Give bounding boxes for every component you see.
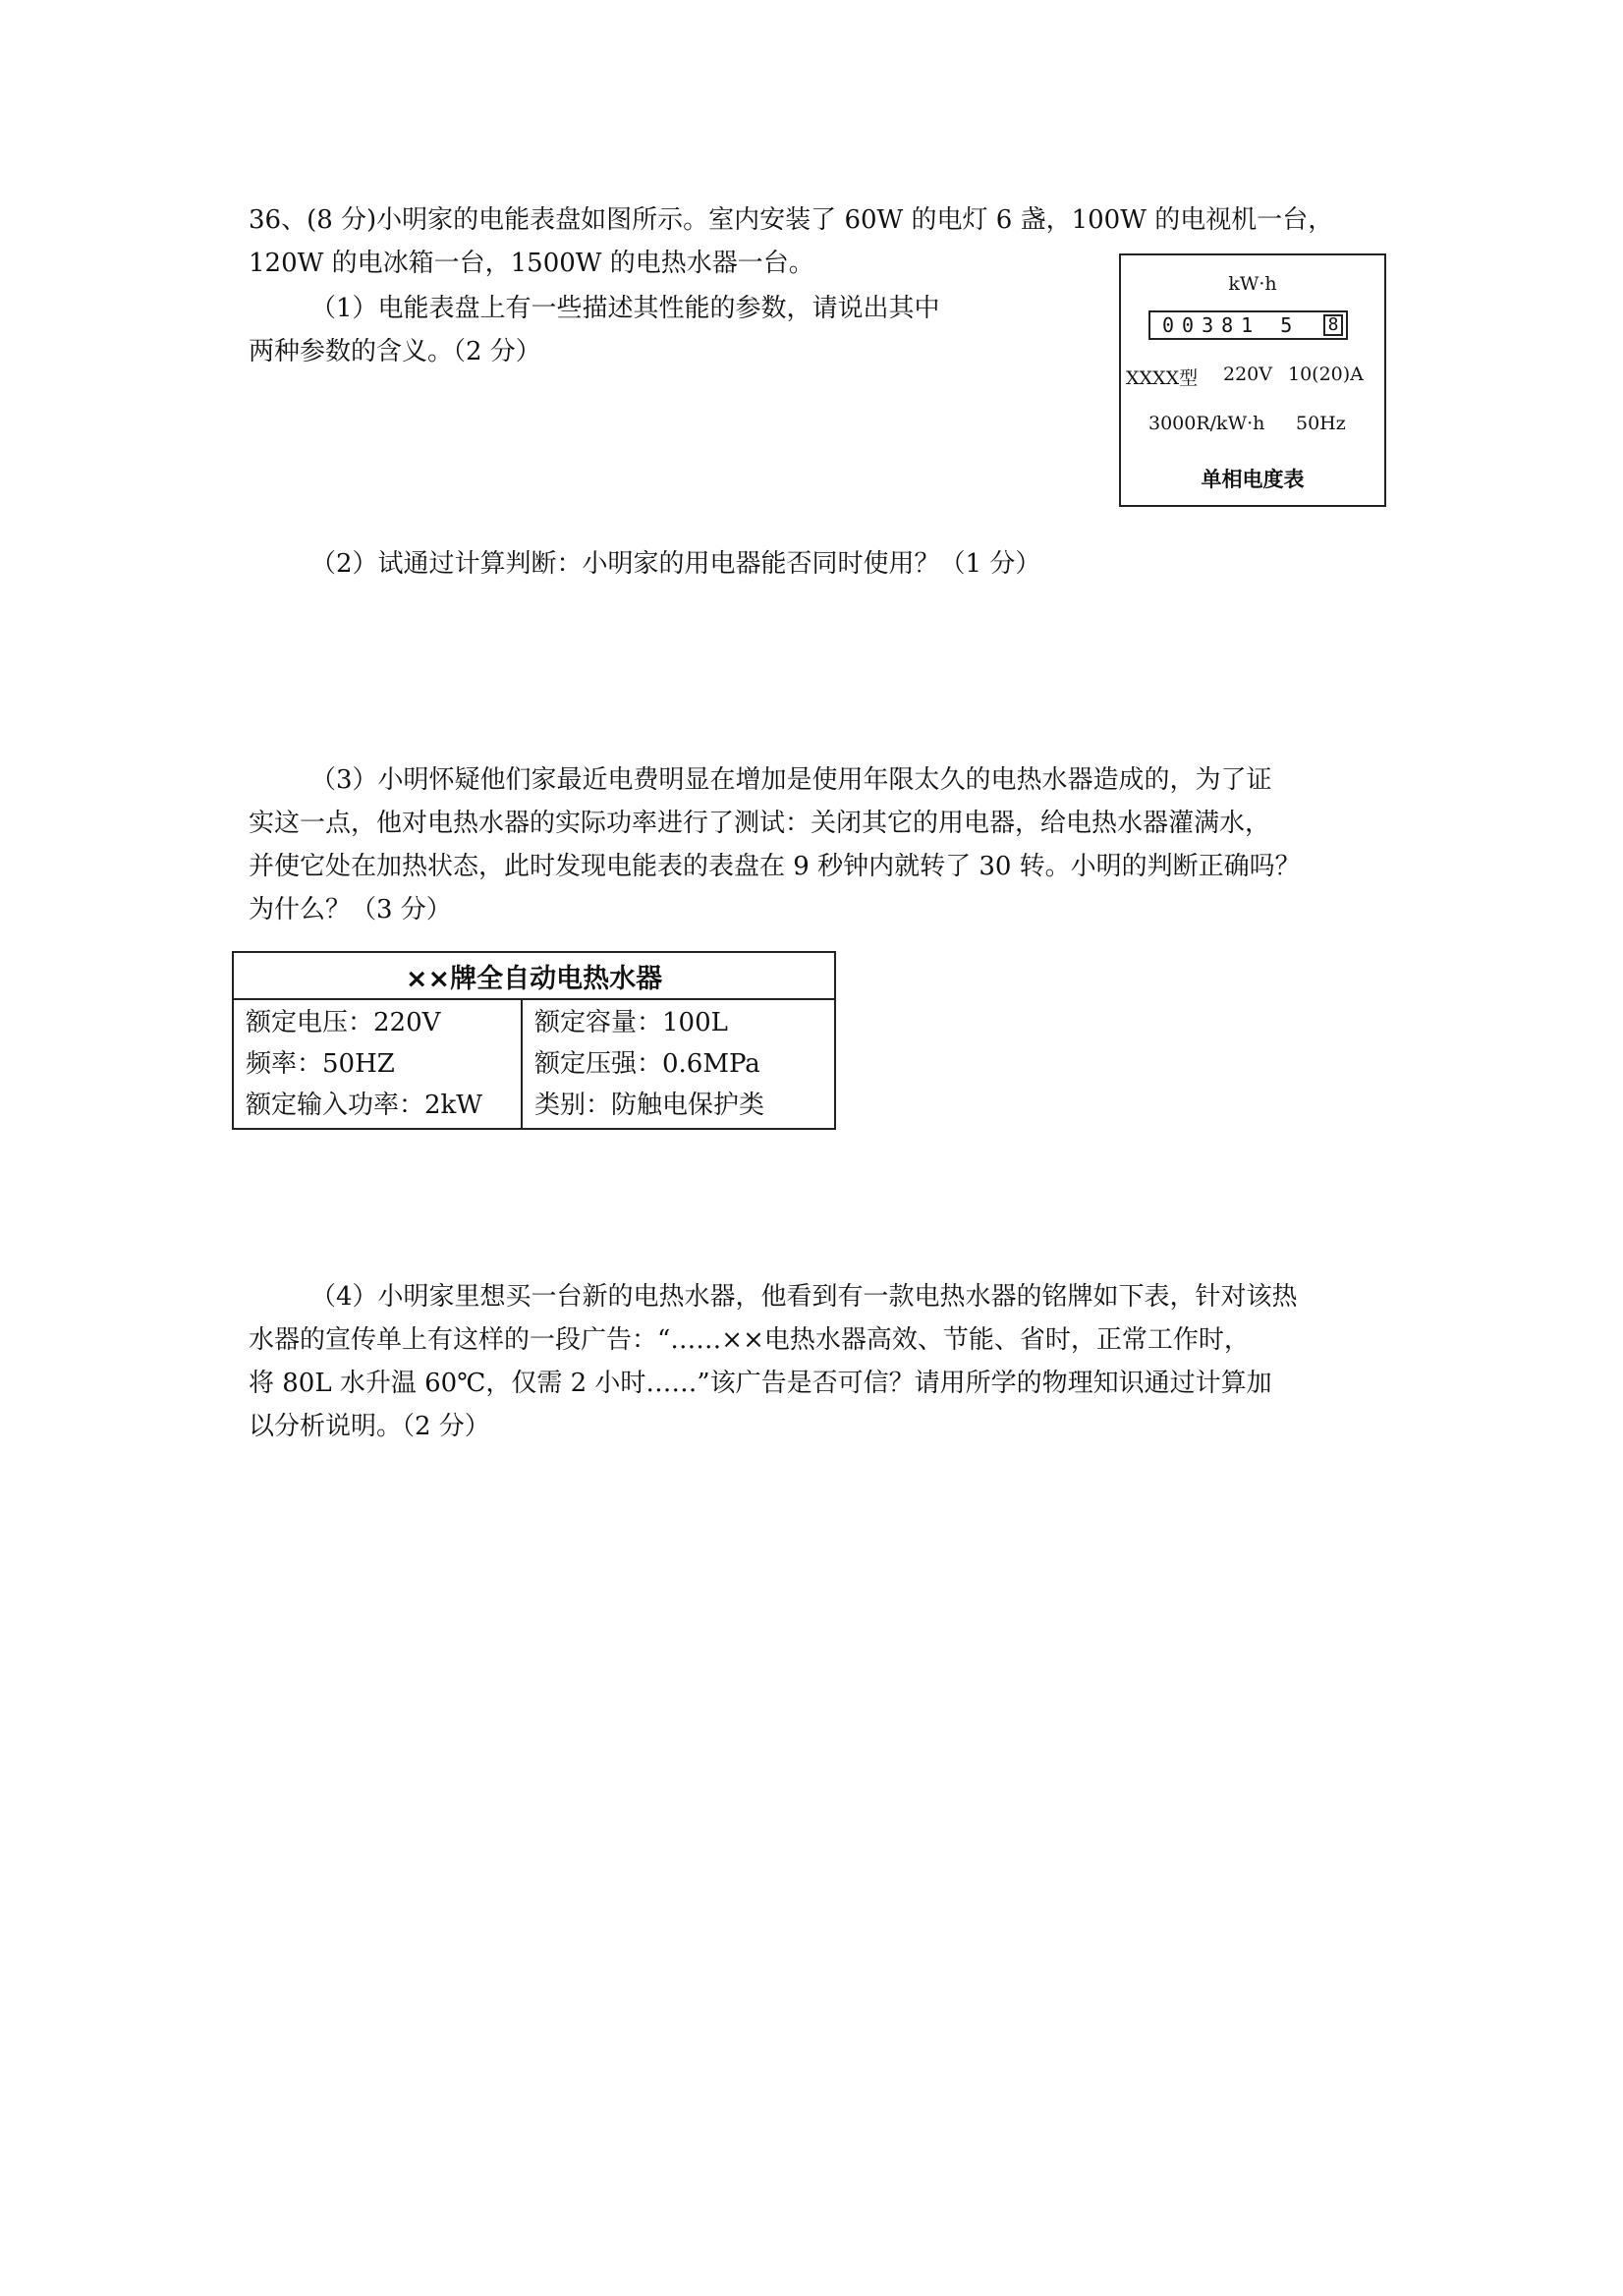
nameplate-rated-pressure: 额定压强：0.6MPa <box>534 1049 760 1079</box>
part4-line3: 将 80L 水升温 60℃，仅需 2 小时……”该广告是否可信？请用所学的物理知识通过计算加 <box>249 1369 1272 1398</box>
nameplate-rated-power: 额定输入功率：2kW <box>246 1091 483 1120</box>
meter-model: XXXX型 <box>1126 367 1199 389</box>
part3-line4: 为什么？（3 分） <box>249 895 452 924</box>
part1-line1: （1）电能表盘上有一些描述其性能的参数，请说出其中 <box>310 294 940 323</box>
nameplate-category: 类别：防触电保护类 <box>534 1091 765 1120</box>
meter-current: 10(20)A <box>1288 364 1364 385</box>
meter-unit-label: kW·h <box>1228 273 1277 295</box>
meter-revolutions: 3000R/kW·h <box>1148 413 1265 434</box>
part4-line1: （4）小明家里想买一台新的电热水器，他看到有一款电热水器的铭牌如下表，针对该热 <box>310 1282 1298 1312</box>
meter-frequency: 50Hz <box>1296 413 1346 434</box>
nameplate-frequency: 频率：50HZ <box>246 1049 395 1079</box>
part3-line1: （3）小明怀疑他们家最近电费明显在增加是使用年限太久的电热水器造成的，为了证 <box>310 765 1272 795</box>
nameplate-rated-voltage: 额定电压：220V <box>246 1008 441 1037</box>
part3-line3: 并使它处在加热状态，此时发现电能表的表盘在 9 秒钟内就转了 30 转。小明的判断正确吗？ <box>249 852 1301 881</box>
part4-line2: 水器的宣传单上有这样的一段广告：“……××电热水器高效、节能、省时，正常工作时， <box>249 1325 1250 1355</box>
water-heater-nameplate-table <box>232 951 836 1130</box>
part1-line2: 两种参数的含义。（2 分） <box>249 337 541 366</box>
part3-line2: 实这一点，他对电热水器的实际功率进行了测试：关闭其它的用电器，给电热水器灌满水， <box>249 809 1271 838</box>
question-intro-line1: 36、(8 分)小明家的电能表盘如图所示。室内安装了 60W 的电灯 6 盏，100W 的电视机一台， <box>249 205 1334 235</box>
meter-name: 单相电度表 <box>1201 468 1305 491</box>
nameplate-rated-capacity: 额定容量：100L <box>534 1008 728 1037</box>
part4-line4: 以分析说明。（2 分） <box>249 1412 490 1441</box>
electric-meter-panel <box>1119 253 1386 507</box>
part2-line1: （2）试通过计算判断：小明家的用电器能否同时使用？（1 分） <box>310 549 1041 579</box>
meter-reading-digits: 00381 5 <box>1162 313 1301 337</box>
nameplate-title: ××牌全自动电热水器 <box>233 952 835 999</box>
nameplate-right-column <box>522 999 835 1129</box>
nameplate-left-column <box>233 999 522 1129</box>
question-intro-line2: 120W 的电冰箱一台，1500W 的电热水器一台。 <box>249 249 814 278</box>
meter-reading-last-digit: 8 <box>1323 314 1343 336</box>
meter-voltage: 220V <box>1223 364 1272 385</box>
meter-reading-display <box>1148 310 1348 340</box>
